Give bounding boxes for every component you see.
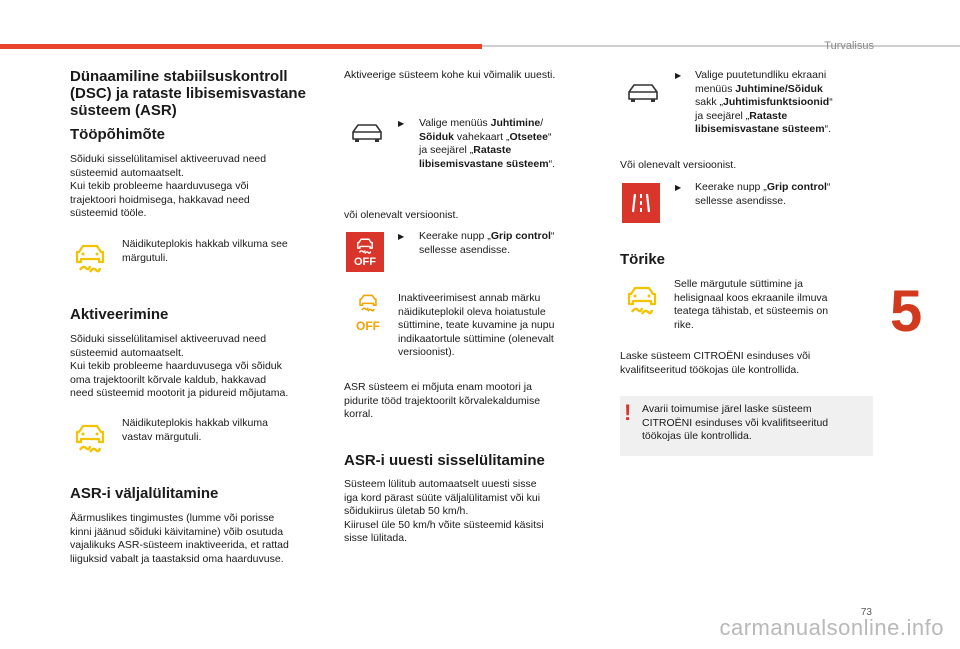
icon1-description: Näidikuteplokis hakkab vilkuma see märgutuli.: [122, 238, 288, 264]
inactivation-description: Inaktiveerimisest annab märku näidikuteplokil oleva hoiatustule süttimine, teate kuvamine ja nupu indikaatortule süttimine (olenevalt versioonist).: [398, 292, 555, 358]
header-accent-bar: [0, 44, 482, 49]
page-number: 73: [860, 607, 872, 618]
bullet-icon: ▶: [675, 183, 682, 192]
bullet-icon: ▶: [675, 71, 682, 80]
off-warning-icon: OFF: [348, 293, 388, 332]
heading-toopohimote: Tööpõhimõte: [70, 126, 165, 143]
warning-exclamation-icon: !: [624, 400, 632, 425]
accident-note-text: Avarii toimumise järel laske süsteem CITROËNI esinduses või kvalifitseeritud töökojas üle kontrollida.: [642, 403, 829, 442]
fault-description: Selle märgutule süttimine ja helisignaal koos ekraanile ilmuva teatega tähistab, et süsteemis on rike.: [674, 278, 829, 331]
bullet-icon: ▶: [398, 232, 405, 241]
paragraph-deactivation: Äärmuslikes tingimustes (lumme või porisse kinni jäänud sõiduki käivitamine) võib osutuda vajalikuks ASR-süsteem inaktiveerida, et rattad liiguksid vabalt ja taastaksid oma haarduvuse.: [70, 512, 289, 565]
asr-effect-text: ASR süsteem ei mõjuta enam mootori ja pidurite tööd trajektoorilt kõrvalekaldumise korral.: [344, 381, 541, 420]
heading-valjalulitamine: ASR-i väljalülitamine: [70, 485, 219, 502]
main-heading: Dünaamiline stabiilsuskontroll (DSC) ja rataste libisemisvastane süsteem (ASR): [70, 68, 306, 119]
step1-menu-instruction: Valige menüüs Juhtimine/ Sõiduk vahekaart „Otsetee“ ja seejärel „Rataste libisemisvastane süsteem“.: [419, 117, 555, 170]
step2-grip-control-2: Keerake nupp „Grip control“ sellesse asendisse.: [695, 181, 831, 207]
paragraph-activation: Sõiduki sisselülitamisel aktiveeruvad need süsteemid automaatselt. Kui tekib probleeme haarduvusega või sõiduk oma trajektoorilt kõrvale kaldub, hakkavad need süsteemid mootorit ja pidureid mõjutama.: [70, 333, 289, 399]
or-version-text-2: Või olenevalt versioonist.: [620, 159, 737, 171]
grip-control-road-icon: [622, 183, 660, 223]
header-rule: [482, 45, 960, 47]
watermark: carmanualsonline.info: [719, 615, 944, 640]
skid-warning-icon-2: [72, 422, 108, 463]
bullet-icon: ▶: [398, 119, 405, 128]
check-system-text: Laske süsteem CITROËNI esinduses või kvalifitseeritud töökojas üle kontrollida.: [620, 350, 811, 376]
heading-toorike: Törike: [620, 251, 666, 268]
icon2-description: Näidikuteplokis hakkab vilkuma vastav märgutuli.: [122, 417, 268, 443]
or-version-text: või olenevalt versioonist.: [344, 209, 459, 221]
skid-fault-icon: [624, 284, 660, 325]
grip-control-off-button-icon: OFF: [346, 232, 384, 272]
step2-grip-control: Keerake nupp „Grip control“ sellesse asendisse.: [419, 230, 555, 256]
skid-warning-icon: [72, 242, 108, 283]
section-title: Turvalisus: [824, 40, 874, 52]
step1-touchscreen-instruction: Valige puutetundliku ekraani menüüs Juhtimine/Sõiduk sakk „Juhtimisfunktsioonid“ ja seejärel „Rataste libisemisvastane süsteem“.: [695, 69, 833, 135]
car-menu-icon-2: [626, 82, 660, 109]
heading-aktiveerimine: Aktiveerimine: [70, 306, 169, 323]
paragraph-principle: Sõiduki sisselülitamisel aktiveeruvad need süsteemid automaatselt. Kui tekib probleeme haarduvusega või trajektoori hoidmisega, hakkavad need süsteemid tööle.: [70, 153, 267, 219]
heading-uuesti: ASR-i uuesti sisselülitamine: [344, 452, 545, 469]
paragraph-reactivation: Süsteem lülitub automaatselt uuesti sisse iga kord pärast süüte väljalülitamist või kui sõidukiirus ületab 50 km/h. Kiirusel üle 50 km/h võite süsteemid käsitsi sisse lülitada.: [344, 478, 544, 544]
chapter-number: 5: [890, 279, 923, 344]
car-menu-icon: [350, 122, 384, 149]
reactivate-intro: Aktiveerige süsteem kohe kui võimalik uuesti.: [344, 69, 556, 81]
